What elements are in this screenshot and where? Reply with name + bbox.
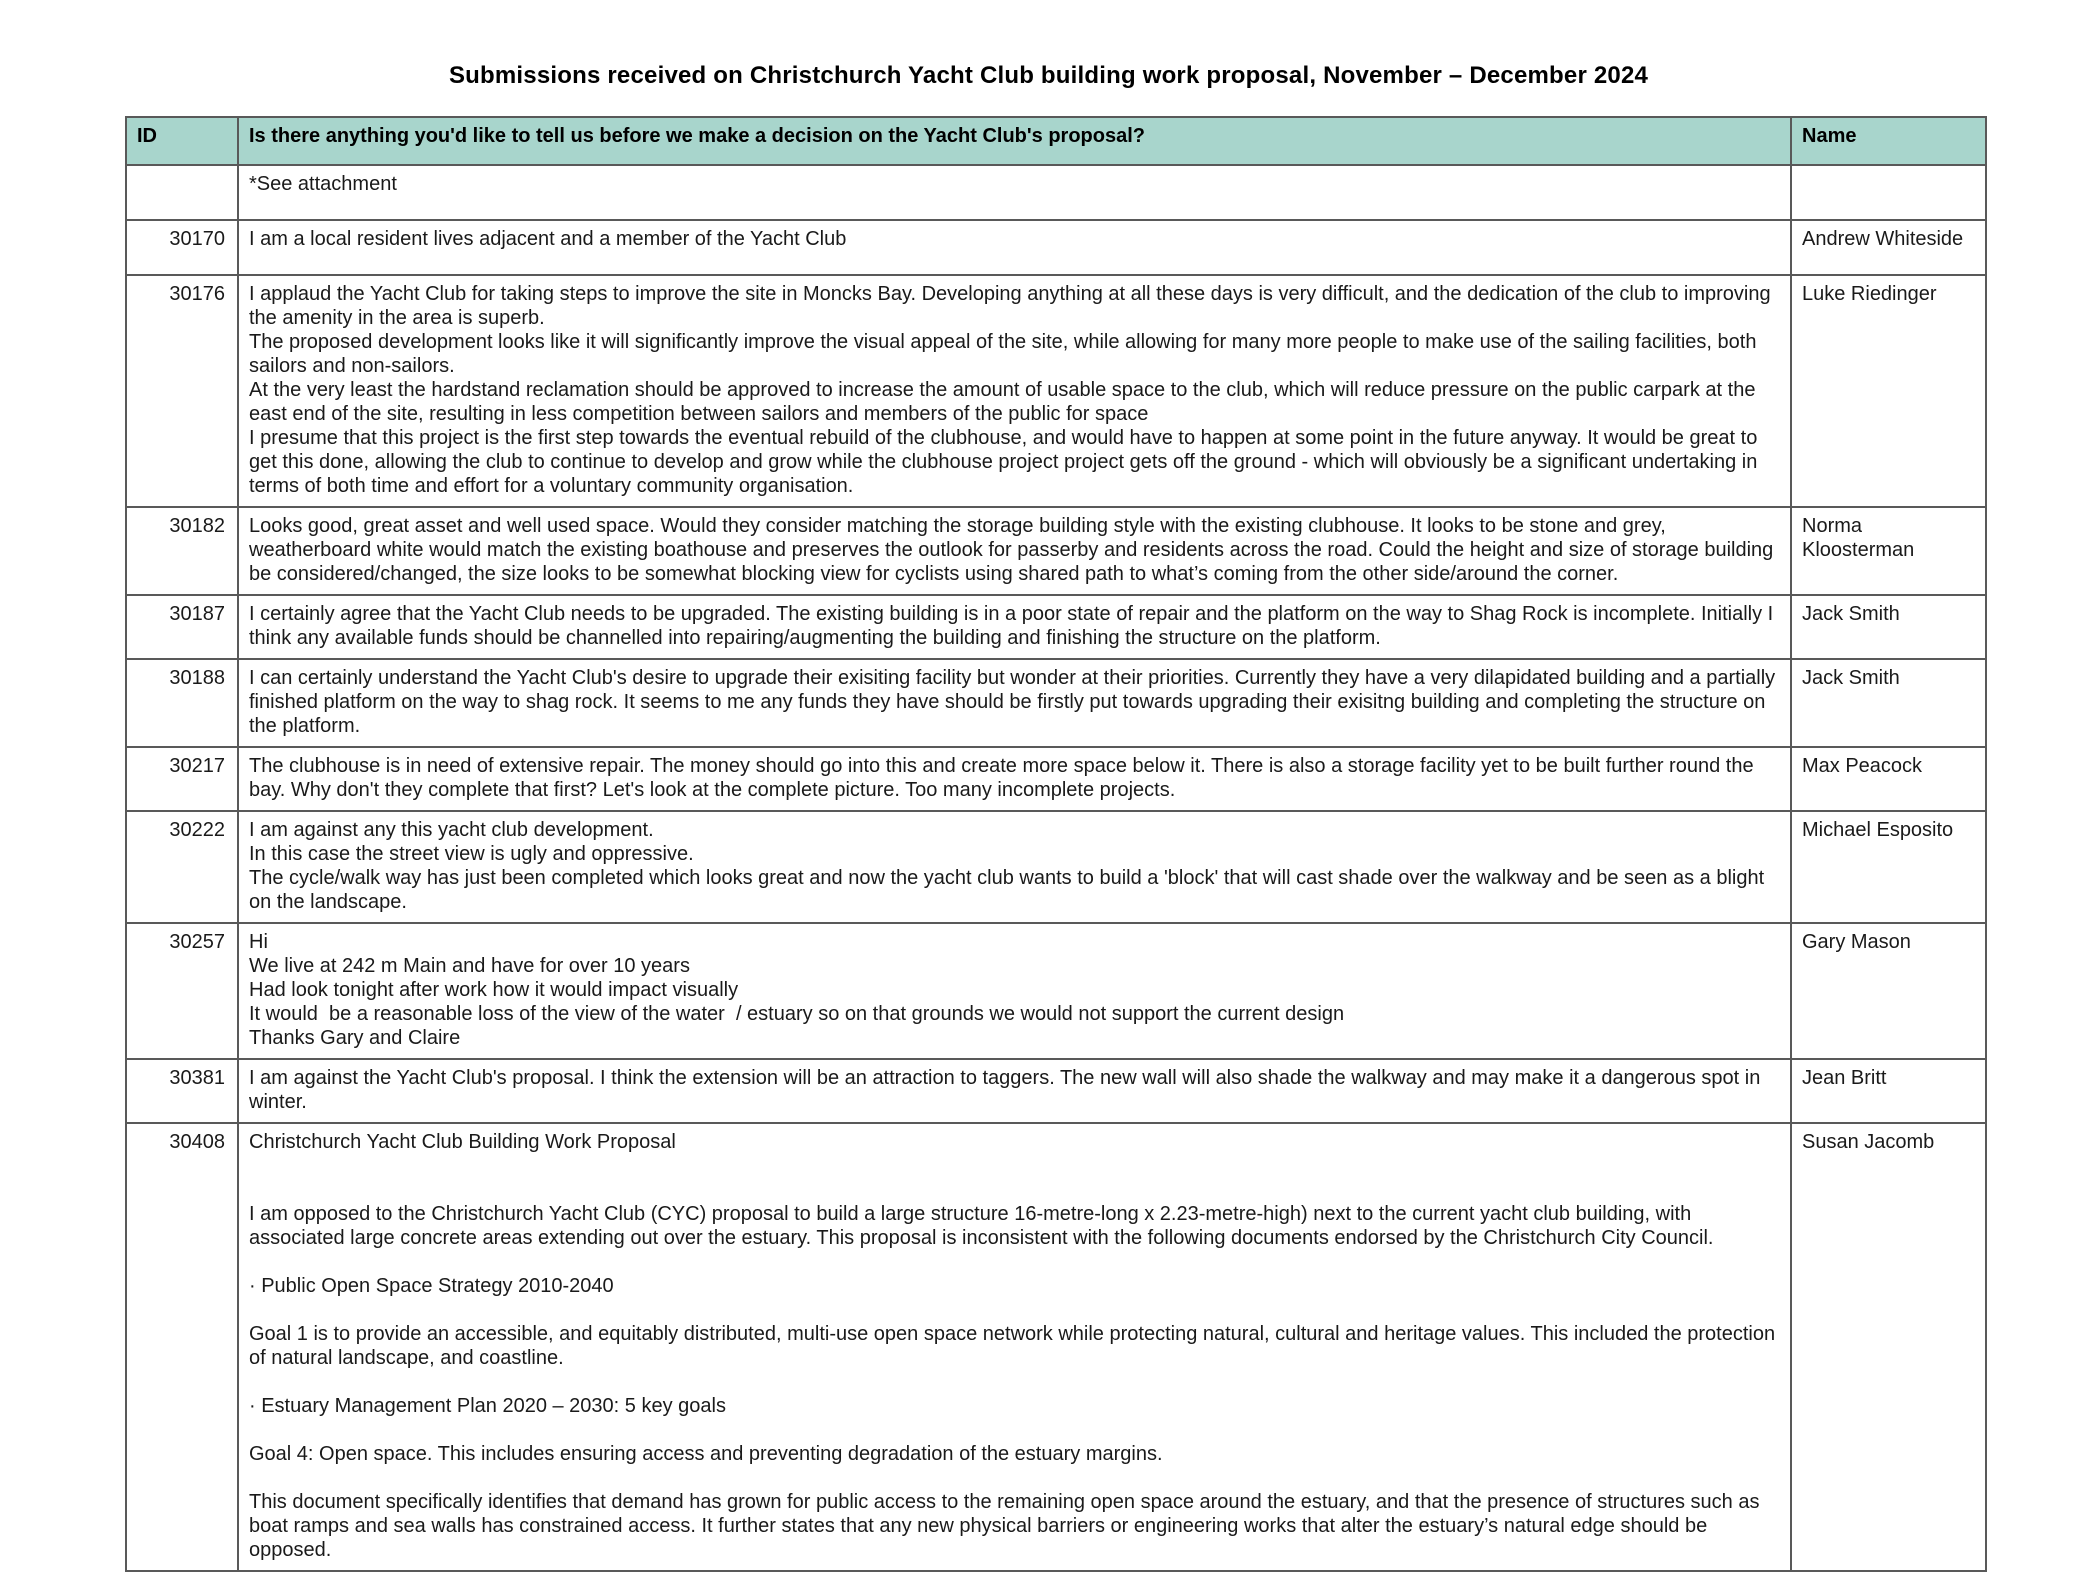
submission-paragraph: This document specifically identifies that demand has grown for public access to the remaining open space around the estuary, and that the presence of structures such as boat ramps and sea walls has constrained access. It further states that any new physical barriers or engineering works that alter the estuary’s natural edge should be opposed. xyxy=(249,1491,1766,1561)
table-row xyxy=(126,811,1986,923)
submitter-name: Norma Kloosterman xyxy=(1791,507,1986,595)
submission-paragraph: I presume that this project is the first step towards the eventual rebuild of the clubhouse, and would have to happen at some point in the future anyway. It would be great to get this done, allowing the club to continue to develop and grow while the clubhouse project project gets off the ground - which will obviously be a significant undertaking in terms of both time and effort for a voluntary community organisation. xyxy=(249,427,1763,497)
submission-paragraph: At the very least the hardstand reclamation should be approved to increase the amount of usable space to the club, which will reduce pressure on the public carpark at the east end of the site, resulting in less competition between sailors and members of the public for space xyxy=(249,379,1761,425)
submission-paragraph: The proposed development looks like it will significantly improve the visual appeal of the site, while allowing for many more people to make use of the sailing facilities, both sailors and non-sailors. xyxy=(249,331,1763,377)
submission-text xyxy=(238,659,1791,747)
submission-text xyxy=(238,1123,1791,1571)
submission-text xyxy=(238,747,1791,811)
submission-id: 30257 xyxy=(126,923,238,1059)
column-header-question: Is there anything you'd like to tell us before we make a decision on the Yacht Club's proposal? xyxy=(238,117,1791,165)
submission-paragraph: I am opposed to the Christchurch Yacht Club (CYC) proposal to build a large structure 16-metre-long x 2.23-metre-high) next to the current yacht club building, with associated large concrete areas extending out over the estuary. This proposal is inconsistent with the following documents endorsed by the Christchurch City Council. xyxy=(249,1203,1714,1249)
submission-paragraph xyxy=(249,1178,1780,1202)
submitter-name: Andrew Whiteside xyxy=(1791,220,1986,275)
submission-paragraph: It would be a reasonable loss of the view of the water / estuary so on that grounds we would not support the current design xyxy=(249,1003,1345,1025)
submitter-name: Luke Riedinger xyxy=(1791,275,1986,507)
submission-text xyxy=(238,1059,1791,1123)
submitter-name: Gary Mason xyxy=(1791,923,1986,1059)
submission-paragraph xyxy=(249,1298,1780,1322)
submission-paragraph: Hi xyxy=(249,931,268,953)
submission-id: 30176 xyxy=(126,275,238,507)
submission-paragraph: Looks good, great asset and well used space. Would they consider matching the storage building style with the existing clubhouse. It looks to be stone and grey, weatherboard white would match the existing boathouse and preserves the outlook for passerby and residents across the road. Could the height and size of storage building be considered/changed, the size looks to be somewhat blocking view for cyclists using shared path to what’s coming from the other side/around the corner. xyxy=(249,515,1779,585)
submission-text xyxy=(238,165,1791,220)
submission-text xyxy=(238,220,1791,275)
submission-text xyxy=(238,507,1791,595)
submission-paragraph: I am against the Yacht Club's proposal. I think the extension will be an attraction to taggers. The new wall will also shade the walkway and may make it a dangerous spot in winter. xyxy=(249,1067,1766,1113)
submission-id: 30187 xyxy=(126,595,238,659)
submission-paragraph: I am against any this yacht club development. xyxy=(249,819,654,841)
table-row xyxy=(126,1123,1986,1571)
submitter-name: Max Peacock xyxy=(1791,747,1986,811)
submitter-name: Jean Britt xyxy=(1791,1059,1986,1123)
column-header-name: Name xyxy=(1791,117,1986,165)
submission-id: 30408 xyxy=(126,1123,238,1571)
table-row xyxy=(126,595,1986,659)
submission-paragraph: Christchurch Yacht Club Building Work Proposal xyxy=(249,1131,676,1153)
submission-paragraph: We live at 242 m Main and have for over 10 years xyxy=(249,955,690,977)
submission-paragraph: · Estuary Management Plan 2020 – 2030: 5 key goals xyxy=(249,1395,726,1417)
submitter-name: Michael Esposito xyxy=(1791,811,1986,923)
submission-id: 30381 xyxy=(126,1059,238,1123)
submitter-name: Jack Smith xyxy=(1791,595,1986,659)
submission-id xyxy=(126,165,238,220)
page-title: Submissions received on Christchurch Yacht Club building work proposal, November – December 2024 xyxy=(448,62,1649,89)
table-row xyxy=(126,747,1986,811)
submission-id: 30170 xyxy=(126,220,238,275)
table-row xyxy=(126,275,1986,507)
submission-text xyxy=(238,595,1791,659)
submission-paragraph: Had look tonight after work how it would impact visually xyxy=(249,979,739,1001)
submission-paragraph: The clubhouse is in need of extensive repair. The money should go into this and create more space below it. There is also a storage facility yet to be built further round the bay. Why don't they complete that first? Let's look at the complete picture. Too many incomplete projects. xyxy=(249,755,1760,801)
submission-paragraph xyxy=(249,1418,1780,1442)
submission-id: 30222 xyxy=(126,811,238,923)
submission-id: 30188 xyxy=(126,659,238,747)
submitter-name: Susan Jacomb xyxy=(1791,1123,1986,1571)
table-row xyxy=(126,659,1986,747)
submission-paragraph xyxy=(249,1154,1780,1178)
submission-paragraph: I can certainly understand the Yacht Club's desire to upgrade their exisiting facility but wonder at their priorities. Currently they have a very dilapidated building and a partially finished platform on the way to shag rock. It seems to me any funds they have should be firstly put towards upgrading their exisitng building and completing the structure on the platform. xyxy=(249,667,1781,737)
table-row xyxy=(126,220,1986,275)
submission-paragraph: · Public Open Space Strategy 2010-2040 xyxy=(249,1275,614,1297)
submitter-name: Jack Smith xyxy=(1791,659,1986,747)
submission-text xyxy=(238,811,1791,923)
submission-paragraph xyxy=(249,1370,1780,1394)
submission-paragraph: Goal 1 is to provide an accessible, and equitably distributed, multi-use open space network while protecting natural, cultural and heritage values. This included the protection of natural landscape, and coastline. xyxy=(249,1323,1781,1369)
submission-paragraph: The cycle/walk way has just been completed which looks great and now the yacht club wants to build a 'block' that will cast shade over the walkway and be seen as a blight on the landscape. xyxy=(249,867,1770,913)
submission-paragraph: *See attachment xyxy=(249,173,397,195)
table-header-row xyxy=(126,117,1986,165)
submission-text xyxy=(238,923,1791,1059)
submitter-name xyxy=(1791,165,1986,220)
submission-paragraph: Thanks Gary and Claire xyxy=(249,1027,461,1049)
submission-paragraph xyxy=(249,1250,1780,1274)
submission-id: 30217 xyxy=(126,747,238,811)
submission-paragraph: Goal 4: Open space. This includes ensuring access and preventing degradation of the estuary margins. xyxy=(249,1443,1163,1465)
submission-paragraph: I applaud the Yacht Club for taking steps to improve the site in Moncks Bay. Developing anything at all these days is very difficult, and the dedication of the club to improving the amenity in the area is superb. xyxy=(249,283,1777,329)
table-row xyxy=(126,507,1986,595)
submissions-table xyxy=(125,116,1987,1572)
submission-paragraph xyxy=(249,1466,1780,1490)
column-header-id: ID xyxy=(126,117,238,165)
table-row xyxy=(126,923,1986,1059)
submission-text xyxy=(238,275,1791,507)
submission-paragraph: I certainly agree that the Yacht Club needs to be upgraded. The existing building is in a poor state of repair and the platform on the way to Shag Rock is incomplete. Initially I think any available funds should be channelled into repairing/augmenting the building and finishing the structure on the platform. xyxy=(249,603,1779,649)
table-row xyxy=(126,1059,1986,1123)
submission-paragraph: I am a local resident lives adjacent and a member of the Yacht Club xyxy=(249,228,847,250)
submission-id: 30182 xyxy=(126,507,238,595)
submission-paragraph: In this case the street view is ugly and oppressive. xyxy=(249,843,694,865)
table-row xyxy=(126,165,1986,220)
